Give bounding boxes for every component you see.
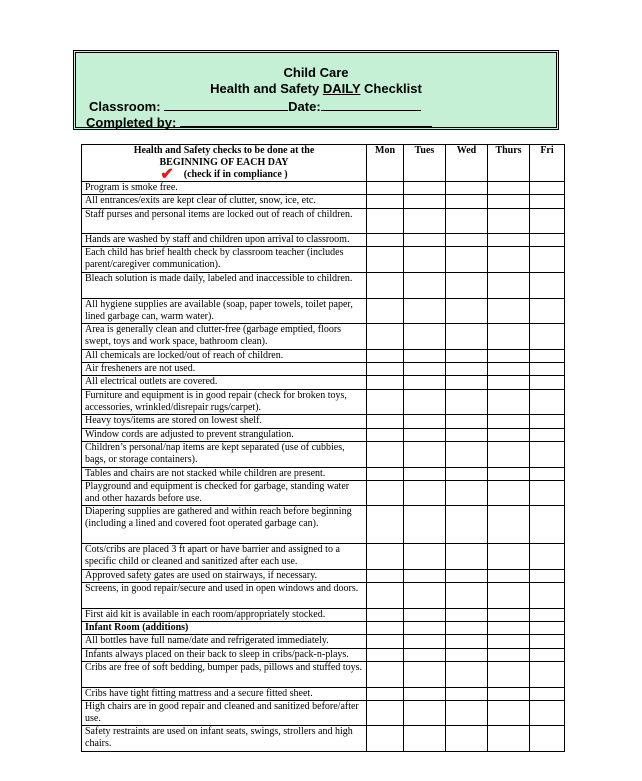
check-cell-wed[interactable] xyxy=(446,208,488,234)
table-row xyxy=(82,700,565,726)
check-cell-mon[interactable] xyxy=(367,182,404,195)
check-cell-wed[interactable] xyxy=(446,182,488,195)
check-cell-fri[interactable] xyxy=(530,273,565,299)
table-row xyxy=(82,583,565,609)
check-cell-thurs[interactable] xyxy=(488,428,530,441)
check-cell-mon[interactable] xyxy=(367,635,404,648)
check-cell-tues[interactable] xyxy=(404,661,446,687)
table-row xyxy=(82,441,565,467)
subtitle-daily: DAILY xyxy=(322,81,361,96)
check-cell-tues[interactable] xyxy=(404,349,446,362)
check-cell-wed[interactable] xyxy=(446,415,488,428)
check-cell-wed[interactable] xyxy=(446,648,488,661)
checklist-item: Staff purses and personal items are locked out of reach of children. xyxy=(82,208,367,234)
check-cell-wed[interactable] xyxy=(446,195,488,208)
checklist-item: Cribs have tight fitting mattress and a secure fitted sheet. xyxy=(82,687,367,700)
checklist-item: Diapering supplies are gathered and within reach before beginning (including a lined and covered foot operated garbage can). xyxy=(82,506,367,544)
check-cell-fri[interactable] xyxy=(530,363,565,376)
table-row xyxy=(82,622,565,635)
check-cell-mon[interactable] xyxy=(367,661,404,687)
check-cell-mon[interactable] xyxy=(367,544,404,570)
check-cell-tues[interactable] xyxy=(404,583,446,609)
section-label: Infant Room (additions) xyxy=(82,622,367,635)
check-cell-wed[interactable] xyxy=(446,428,488,441)
check-cell-wed[interactable] xyxy=(446,389,488,415)
check-cell-tues[interactable] xyxy=(404,415,446,428)
check-cell-thurs[interactable] xyxy=(488,569,530,582)
checklist-item: Safety restraints are used on infant seats, swings, strollers and high chairs. xyxy=(82,726,367,752)
check-cell-fri[interactable] xyxy=(530,687,565,700)
header-title: Child Care xyxy=(283,65,349,80)
checklist-item: First aid kit is available in each room/appropriately stocked. xyxy=(82,608,367,621)
checklist-item: All hygiene supplies are available (soap, paper towels, toilet paper, lined garbage can, warm water). xyxy=(82,298,367,324)
intro-line-2: BEGINNING OF EACH DAY xyxy=(159,157,289,168)
checklist-item: Program is smoke free. xyxy=(82,182,367,195)
check-cell-mon[interactable] xyxy=(367,441,404,467)
check-cell-wed[interactable] xyxy=(446,661,488,687)
intro-header-cell xyxy=(82,145,367,182)
table-row xyxy=(82,195,565,208)
check-cell-thurs[interactable] xyxy=(488,349,530,362)
checklist-item: Air fresheners are not used. xyxy=(82,363,367,376)
check-cell-thurs[interactable] xyxy=(488,363,530,376)
table-row xyxy=(82,661,565,687)
check-cell-mon[interactable] xyxy=(367,687,404,700)
check-cell-wed[interactable] xyxy=(446,608,488,621)
table-row xyxy=(82,324,565,350)
check-cell-tues[interactable] xyxy=(404,428,446,441)
checklist-item: Area is generally clean and clutter-free (garbage emptied, floors swept, toys and work space, bathroom clean). xyxy=(82,324,367,350)
check-cell-tues[interactable] xyxy=(404,376,446,389)
check-cell-tues[interactable] xyxy=(404,635,446,648)
check-cell-mon[interactable] xyxy=(367,273,404,299)
check-cell-mon[interactable] xyxy=(367,467,404,480)
checklist-item: Tables and chairs are not stacked while children are present. xyxy=(82,467,367,480)
checkmark-icon: ✔ xyxy=(160,165,174,183)
table-row xyxy=(82,376,565,389)
check-cell-fri[interactable] xyxy=(530,182,565,195)
check-cell-fri[interactable] xyxy=(530,208,565,234)
date-field[interactable] xyxy=(321,99,421,111)
table-header-row xyxy=(82,145,565,182)
check-cell-fri[interactable] xyxy=(530,247,565,273)
check-cell-tues[interactable] xyxy=(404,480,446,506)
table-row xyxy=(82,544,565,570)
check-cell-fri[interactable] xyxy=(530,726,565,752)
table-row xyxy=(82,298,565,324)
check-cell-tues[interactable] xyxy=(404,544,446,570)
check-cell-tues[interactable] xyxy=(404,608,446,621)
check-cell-tues[interactable] xyxy=(404,506,446,544)
check-cell-thurs[interactable] xyxy=(488,298,530,324)
check-cell-thurs[interactable] xyxy=(488,467,530,480)
check-cell-fri[interactable] xyxy=(530,389,565,415)
checklist-header xyxy=(73,50,559,130)
check-cell-mon[interactable] xyxy=(367,234,404,247)
day-header-wed: Wed xyxy=(446,145,488,182)
table-row xyxy=(82,726,565,752)
table-row xyxy=(82,569,565,582)
table-row xyxy=(82,467,565,480)
check-cell-mon[interactable] xyxy=(367,622,404,635)
check-cell-thurs[interactable] xyxy=(488,195,530,208)
subtitle-prefix: Health and Safety xyxy=(210,81,323,96)
check-cell-thurs[interactable] xyxy=(488,247,530,273)
day-header-fri: Fri xyxy=(530,145,565,182)
check-cell-thurs[interactable] xyxy=(488,376,530,389)
check-cell-fri[interactable] xyxy=(530,324,565,350)
check-cell-thurs[interactable] xyxy=(488,324,530,350)
checklist-item: Children’s personal/nap items are kept separated (use of cubbies, bags, or storage containers). xyxy=(82,441,367,467)
checklist-item: Each child has brief health check by classroom teacher (includes parent/caregiver communication). xyxy=(82,247,367,273)
check-cell-fri[interactable] xyxy=(530,700,565,726)
check-cell-mon[interactable] xyxy=(367,700,404,726)
check-cell-fri[interactable] xyxy=(530,661,565,687)
check-cell-mon[interactable] xyxy=(367,569,404,582)
table-row xyxy=(82,389,565,415)
checklist-item: All bottles have full name/date and refrigerated immediately. xyxy=(82,635,367,648)
check-cell-mon[interactable] xyxy=(367,726,404,752)
check-cell-mon[interactable] xyxy=(367,376,404,389)
table-row xyxy=(82,273,565,299)
check-cell-tues[interactable] xyxy=(404,324,446,350)
intro-line-3-text: (check if in compliance ) xyxy=(183,169,288,180)
checklist-item: Window cords are adjusted to prevent strangulation. xyxy=(82,428,367,441)
check-cell-wed[interactable] xyxy=(446,441,488,467)
check-cell-mon[interactable] xyxy=(367,648,404,661)
subtitle-suffix: Checklist xyxy=(360,81,422,96)
check-cell-tues[interactable] xyxy=(404,298,446,324)
day-header-thurs: Thurs xyxy=(488,145,530,182)
check-cell-wed[interactable] xyxy=(446,376,488,389)
check-cell-fri[interactable] xyxy=(530,298,565,324)
check-cell-thurs[interactable] xyxy=(488,608,530,621)
table-row xyxy=(82,208,565,234)
check-cell-mon[interactable] xyxy=(367,389,404,415)
check-cell-fri[interactable] xyxy=(530,506,565,544)
check-cell-wed[interactable] xyxy=(446,480,488,506)
check-cell-wed[interactable] xyxy=(446,324,488,350)
checklist-item: Screens, in good repair/secure and used in open windows and doors. xyxy=(82,583,367,609)
date-label: Date: xyxy=(288,99,321,114)
check-cell-fri[interactable] xyxy=(530,544,565,570)
check-cell-wed[interactable] xyxy=(446,234,488,247)
check-cell-thurs[interactable] xyxy=(488,687,530,700)
check-cell-tues[interactable] xyxy=(404,363,446,376)
classroom-label: Classroom: xyxy=(89,99,161,114)
check-cell-wed[interactable] xyxy=(446,298,488,324)
check-cell-wed[interactable] xyxy=(446,544,488,570)
check-cell-thurs[interactable] xyxy=(488,273,530,299)
table-row xyxy=(82,648,565,661)
checklist-item: All entrances/exits are kept clear of clutter, snow, ice, etc. xyxy=(82,195,367,208)
check-cell-mon[interactable] xyxy=(367,195,404,208)
completed-by-line xyxy=(86,115,432,130)
table-row xyxy=(82,506,565,544)
check-cell-fri[interactable] xyxy=(530,622,565,635)
check-cell-fri[interactable] xyxy=(530,441,565,467)
check-cell-fri[interactable] xyxy=(530,583,565,609)
check-cell-thurs[interactable] xyxy=(488,622,530,635)
check-cell-thurs[interactable] xyxy=(488,208,530,234)
check-cell-tues[interactable] xyxy=(404,273,446,299)
check-cell-wed[interactable] xyxy=(446,726,488,752)
check-cell-tues[interactable] xyxy=(404,622,446,635)
check-cell-wed[interactable] xyxy=(446,569,488,582)
table-row xyxy=(82,349,565,362)
check-cell-mon[interactable] xyxy=(367,415,404,428)
checklist-item: High chairs are in good repair and cleaned and sanitized before/after use. xyxy=(82,700,367,726)
check-cell-mon[interactable] xyxy=(367,208,404,234)
check-cell-mon[interactable] xyxy=(367,480,404,506)
check-cell-fri[interactable] xyxy=(530,467,565,480)
check-cell-tues[interactable] xyxy=(404,726,446,752)
check-cell-thurs[interactable] xyxy=(488,661,530,687)
table-row xyxy=(82,635,565,648)
table-row xyxy=(82,247,565,273)
table-row xyxy=(82,687,565,700)
check-cell-thurs[interactable] xyxy=(488,182,530,195)
check-cell-thurs[interactable] xyxy=(488,635,530,648)
checklist-table xyxy=(81,144,565,752)
check-cell-tues[interactable] xyxy=(404,700,446,726)
check-cell-fri[interactable] xyxy=(530,608,565,621)
check-cell-fri[interactable] xyxy=(530,480,565,506)
checklist-item: All electrical outlets are covered. xyxy=(82,376,367,389)
checklist-item: Hands are washed by staff and children upon arrival to classroom. xyxy=(82,234,367,247)
check-cell-thurs[interactable] xyxy=(488,648,530,661)
day-header-tues: Tues xyxy=(404,145,446,182)
check-cell-wed[interactable] xyxy=(446,363,488,376)
intro-line-1: Health and Safety checks to be done at the xyxy=(133,145,315,156)
check-cell-mon[interactable] xyxy=(367,583,404,609)
check-cell-wed[interactable] xyxy=(446,506,488,544)
check-cell-thurs[interactable] xyxy=(488,583,530,609)
check-cell-fri[interactable] xyxy=(530,415,565,428)
check-cell-tues[interactable] xyxy=(404,648,446,661)
completed-by-field[interactable] xyxy=(180,115,432,127)
check-cell-mon[interactable] xyxy=(367,506,404,544)
table-row xyxy=(82,182,565,195)
check-cell-wed[interactable] xyxy=(446,583,488,609)
check-cell-tues[interactable] xyxy=(404,441,446,467)
checklist-item: Bleach solution is made daily, labeled and inaccessible to children. xyxy=(82,273,367,299)
checklist-item: Heavy toys/items are stored on lowest shelf. xyxy=(82,415,367,428)
check-cell-thurs[interactable] xyxy=(488,480,530,506)
check-cell-thurs[interactable] xyxy=(488,389,530,415)
completed-by-label: Completed by: xyxy=(86,115,177,130)
table-row xyxy=(82,608,565,621)
classroom-field[interactable] xyxy=(164,99,288,111)
check-cell-mon[interactable] xyxy=(367,324,404,350)
header-subtitle xyxy=(76,81,556,96)
check-cell-mon[interactable] xyxy=(367,247,404,273)
table-row xyxy=(82,428,565,441)
table-row xyxy=(82,234,565,247)
check-cell-wed[interactable] xyxy=(446,247,488,273)
check-cell-fri[interactable] xyxy=(530,195,565,208)
table-row xyxy=(82,363,565,376)
check-cell-tues[interactable] xyxy=(404,195,446,208)
check-cell-mon[interactable] xyxy=(367,363,404,376)
check-cell-fri[interactable] xyxy=(530,648,565,661)
check-cell-thurs[interactable] xyxy=(488,726,530,752)
check-cell-tues[interactable] xyxy=(404,208,446,234)
check-cell-fri[interactable] xyxy=(530,569,565,582)
check-cell-thurs[interactable] xyxy=(488,700,530,726)
checklist-item: Cribs are free of soft bedding, bumper pads, pillows and stuffed toys. xyxy=(82,661,367,687)
check-cell-wed[interactable] xyxy=(446,273,488,299)
check-cell-tues[interactable] xyxy=(404,467,446,480)
check-cell-thurs[interactable] xyxy=(488,506,530,544)
check-cell-wed[interactable] xyxy=(446,349,488,362)
check-cell-mon[interactable] xyxy=(367,298,404,324)
check-cell-tues[interactable] xyxy=(404,234,446,247)
check-cell-wed[interactable] xyxy=(446,635,488,648)
check-cell-thurs[interactable] xyxy=(488,544,530,570)
check-cell-wed[interactable] xyxy=(446,687,488,700)
day-header-mon: Mon xyxy=(367,145,404,182)
check-cell-fri[interactable] xyxy=(530,428,565,441)
table-row xyxy=(82,480,565,506)
check-cell-tues[interactable] xyxy=(404,182,446,195)
check-cell-wed[interactable] xyxy=(446,467,488,480)
checklist-item: Approved safety gates are used on stairways, if necessary. xyxy=(82,569,367,582)
check-cell-thurs[interactable] xyxy=(488,441,530,467)
checklist-item: All chemicals are locked/out of reach of children. xyxy=(82,349,367,362)
table-row xyxy=(82,415,565,428)
check-cell-wed[interactable] xyxy=(446,622,488,635)
checklist-item: Infants always placed on their back to sleep in cribs/pack-n-plays. xyxy=(82,648,367,661)
check-cell-tues[interactable] xyxy=(404,687,446,700)
check-cell-fri[interactable] xyxy=(530,234,565,247)
check-cell-tues[interactable] xyxy=(404,569,446,582)
check-cell-fri[interactable] xyxy=(530,635,565,648)
checklist-item: Playground and equipment is checked for garbage, standing water and other hazards before use. xyxy=(82,480,367,506)
check-cell-tues[interactable] xyxy=(404,389,446,415)
checklist-item: Cots/cribs are placed 3 ft apart or have barrier and assigned to a specific child or cleaned and sanitized after each use. xyxy=(82,544,367,570)
checklist-item: Furniture and equipment is in good repair (check for broken toys, accessories, wrinkled/disrepair rugs/carpet). xyxy=(82,389,367,415)
check-cell-mon[interactable] xyxy=(367,608,404,621)
check-cell-thurs[interactable] xyxy=(488,415,530,428)
check-cell-wed[interactable] xyxy=(446,700,488,726)
check-cell-mon[interactable] xyxy=(367,428,404,441)
check-cell-tues[interactable] xyxy=(404,247,446,273)
intro-line-3 xyxy=(85,165,363,183)
check-cell-fri[interactable] xyxy=(530,349,565,362)
check-cell-mon[interactable] xyxy=(367,349,404,362)
classroom-date-line xyxy=(89,99,421,114)
check-cell-fri[interactable] xyxy=(530,376,565,389)
check-cell-thurs[interactable] xyxy=(488,234,530,247)
